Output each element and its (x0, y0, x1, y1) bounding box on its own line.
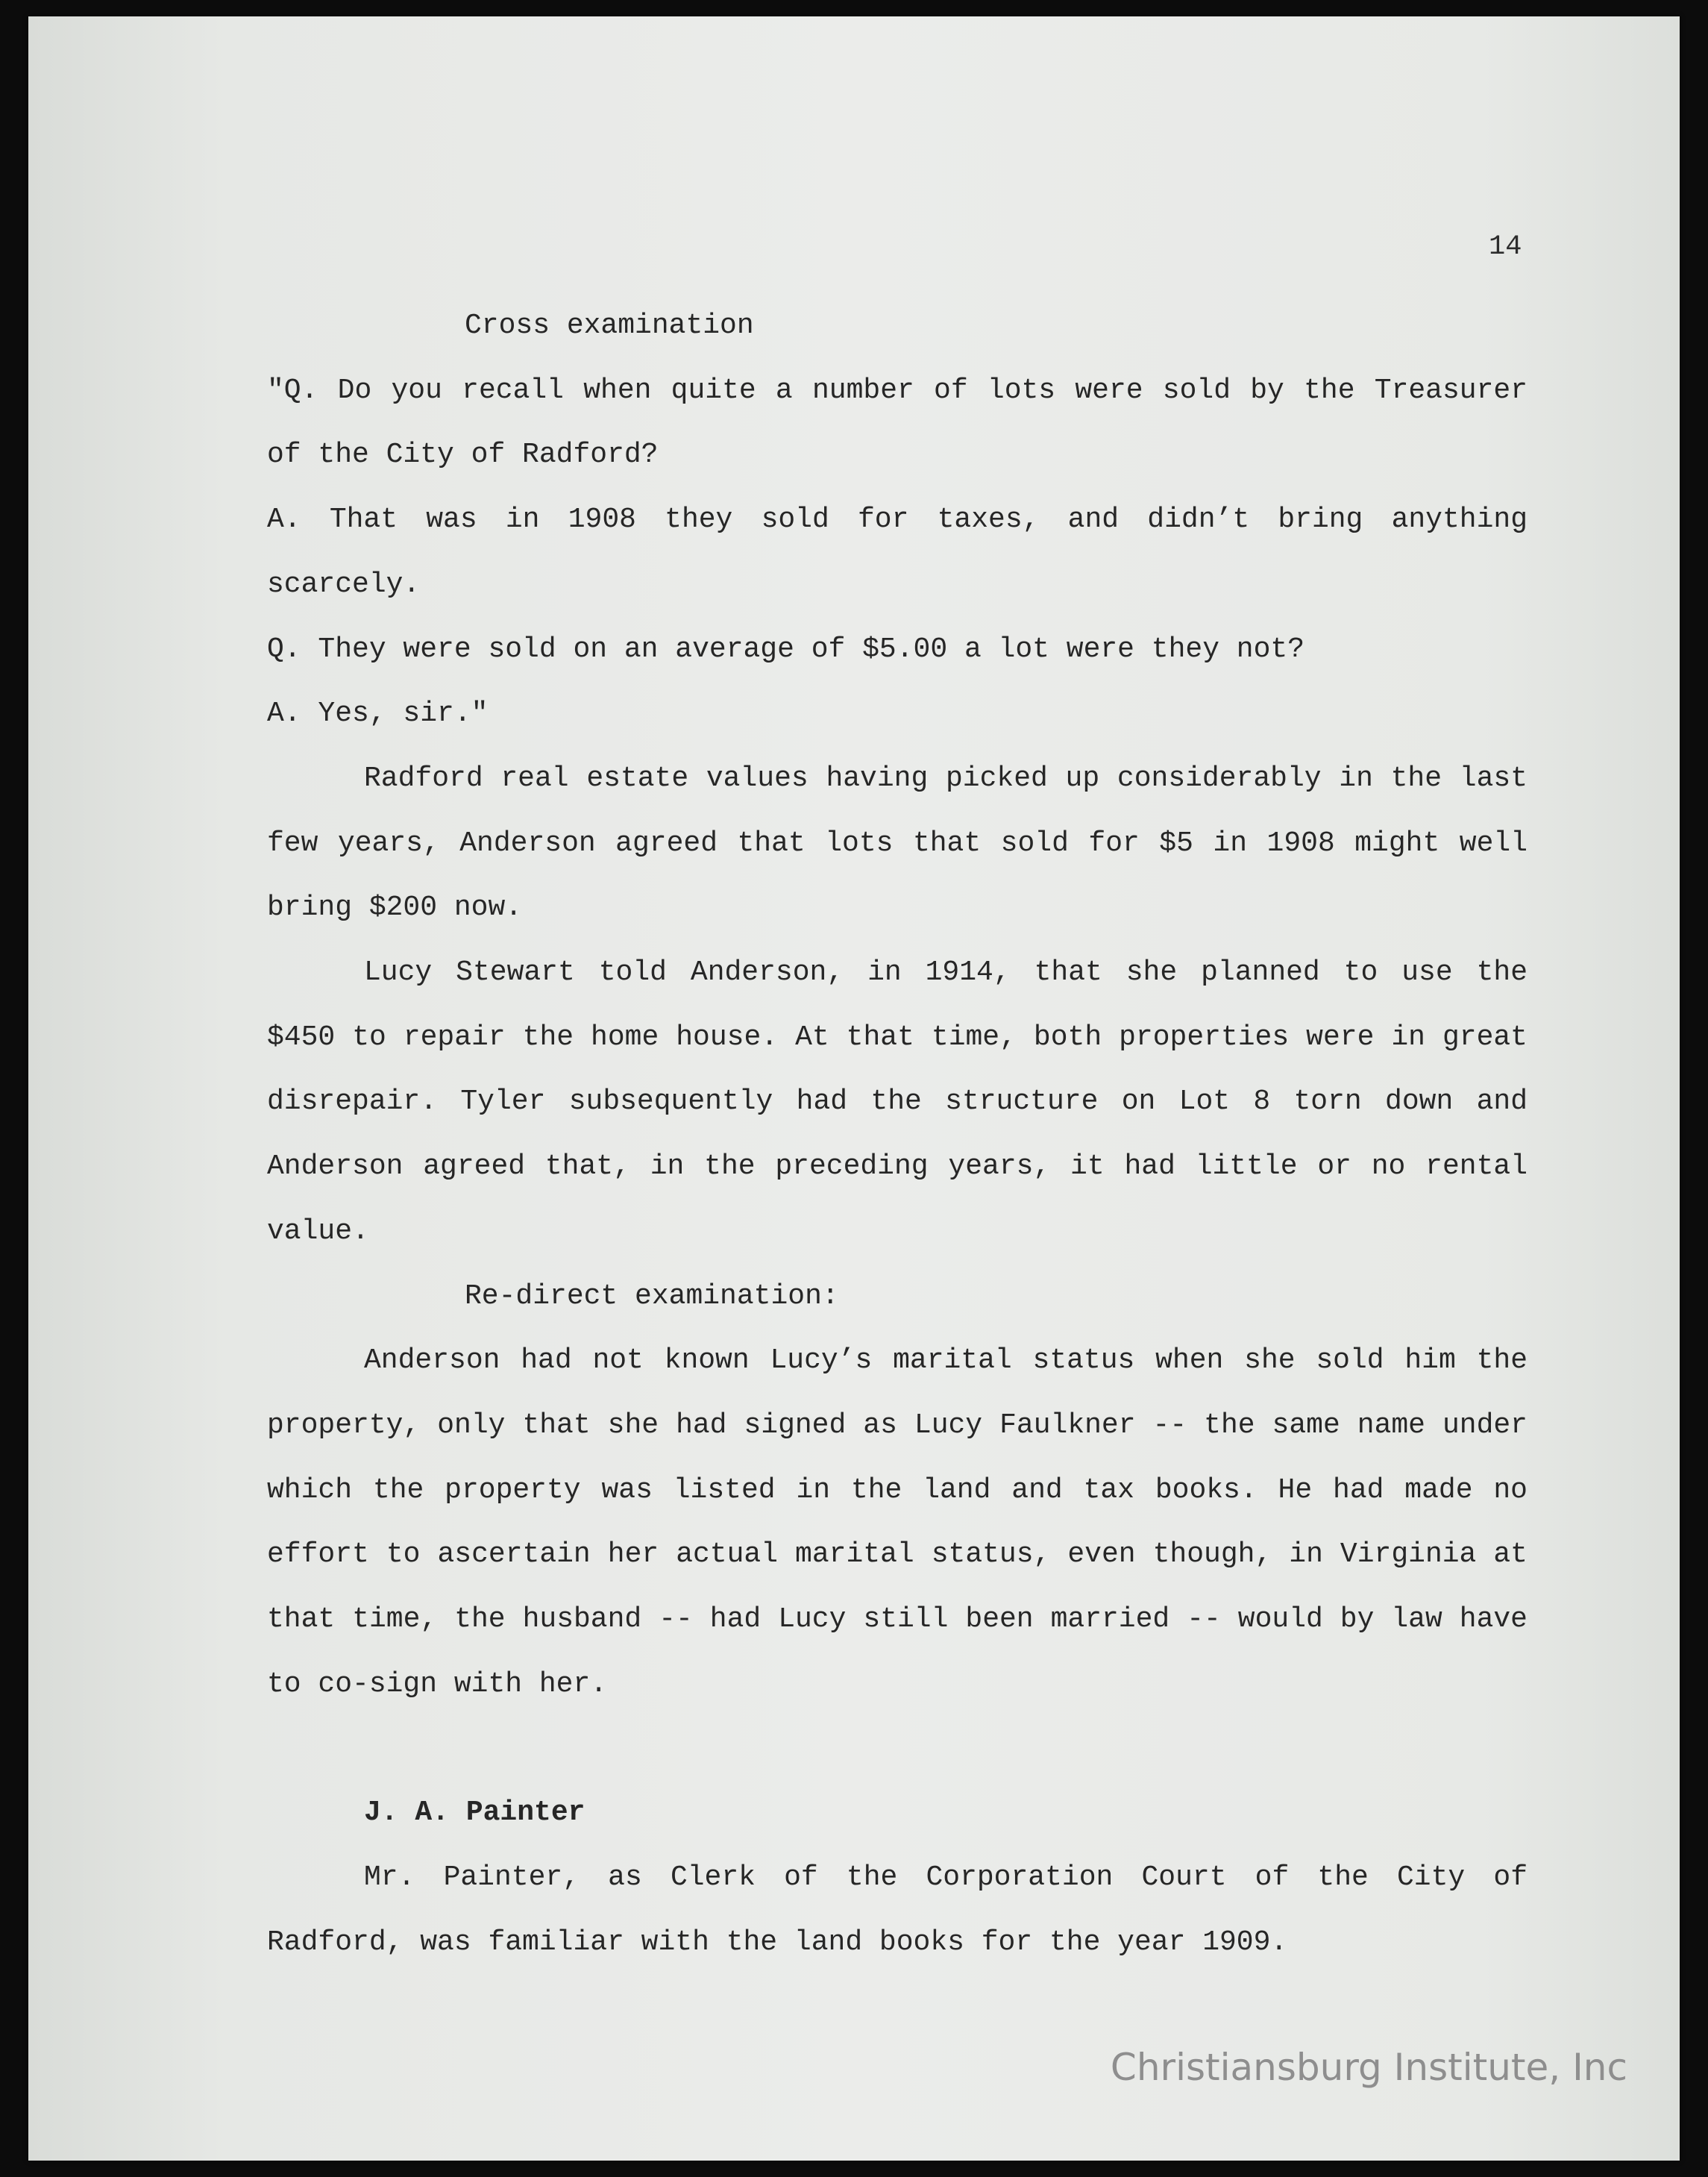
cross-examination-heading: Cross examination (465, 310, 754, 342)
answer-1: A. That was in 1908 they sold for taxes, and didn’t bring anything scarcely. (267, 504, 1528, 601)
paragraph-real-estate-values: Radford real estate values having picked up considerably in the last few years, Anderson agreed that lots that sold for $5 in 1908 might well bring $200 now. (267, 762, 1528, 924)
page-number: 14 (1489, 231, 1522, 263)
section-spacer (267, 1717, 1528, 1781)
answer-2: A. Yes, sir." (267, 698, 489, 730)
watermark-text: Christiansburg Institute, Inc (1110, 2046, 1627, 2089)
paragraph-painter: Mr. Painter, as Clerk of the Corporation Court of the City of Radford, was familiar with the land books for the year 1909. (267, 1861, 1528, 1958)
redirect-examination-heading: Re-direct examination: (465, 1279, 839, 1312)
document-page (28, 16, 1680, 2161)
question-2: Q. They were sold on an average of $5.00 a lot were they not? (267, 633, 1305, 665)
witness-heading: J. A. Painter (364, 1797, 585, 1829)
question-1: "Q. Do you recall when quite a number of lots were sold by the Treasurer of the City of Radford? (267, 374, 1528, 472)
paragraph-lucy-stewart: Lucy Stewart told Anderson, in 1914, that she planned to use the $450 to repair the home house. At that time, both properties were in great disrepair. Tyler subsequently had the structure on Lot 8 torn down and Anderson agreed that, in the preceding years, it had little or no rental value. (267, 956, 1528, 1247)
paragraph-marital-status: Anderson had not known Lucy’s marital status when she sold him the property, only that she had signed as Lucy Faulkner -- the same name under which the property was listed in the land and tax books. He had made no effort to ascertain her actual marital status, even though, in Virginia at that time, the husband -- had Lucy still been married -- would by law have to co-sign with her. (267, 1344, 1528, 1700)
document-body (267, 294, 1528, 1976)
